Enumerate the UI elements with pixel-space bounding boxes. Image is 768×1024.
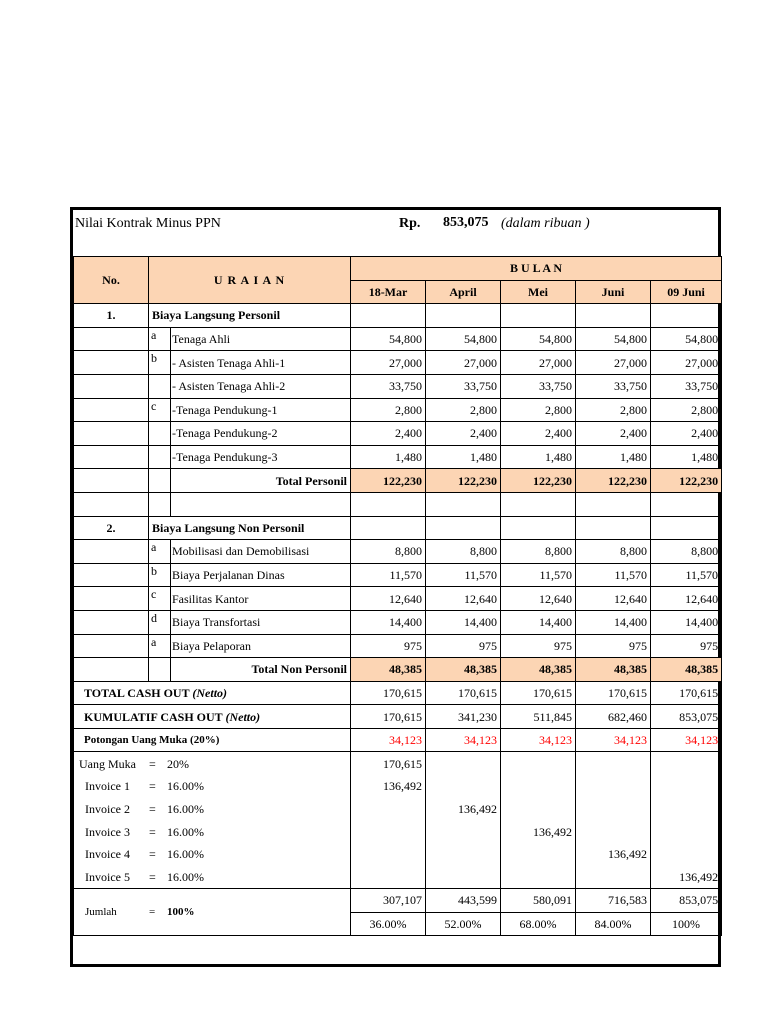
value-cell: 14,400 (651, 610, 722, 634)
value-cell: 14,400 (576, 610, 651, 634)
empty-cell (501, 843, 576, 866)
value-cell: 27,000 (651, 351, 722, 375)
total-value: 48,385 (576, 658, 651, 682)
empty-cell (426, 492, 501, 516)
payment-name: Invoice 3 (85, 824, 130, 839)
value-cell: 34,123 (426, 728, 501, 752)
payment-label (74, 752, 351, 775)
empty-cell (576, 304, 651, 328)
payment-row (74, 820, 722, 843)
jumlah-name: Jumlah (85, 906, 117, 919)
value-cell: 1,480 (576, 445, 651, 469)
empty-cell (426, 516, 501, 540)
kumulatif-row (74, 705, 722, 729)
empty-cell (576, 798, 651, 821)
header-month: 18-Mar (351, 280, 426, 304)
section-title: Biaya Langsung Personil (149, 304, 351, 328)
total-value: 122,230 (351, 469, 426, 493)
empty-cell (576, 775, 651, 798)
value-cell: 8,800 (576, 540, 651, 564)
value-cell: 1,480 (651, 445, 722, 469)
section-number: 1. (74, 304, 149, 328)
payment-percent: 16.00% (167, 847, 204, 862)
value-cell: 170,615 (576, 681, 651, 705)
empty-cell (501, 798, 576, 821)
item-letter: b (149, 563, 171, 587)
value-cell: 170,615 (426, 681, 501, 705)
value-cell: 975 (426, 634, 501, 658)
line-item-row (74, 351, 722, 375)
empty-cell (351, 798, 426, 821)
value-cell: 14,400 (501, 610, 576, 634)
value-cell: 2,800 (576, 398, 651, 422)
value-cell: 52.00% (426, 912, 501, 936)
kumulatif-row-label (74, 705, 351, 729)
total-value: 122,230 (576, 469, 651, 493)
value-cell: 170,615 (351, 681, 426, 705)
empty-cell (501, 516, 576, 540)
item-label: -Tenaga Pendukung-1 (171, 398, 351, 422)
value-cell: 2,800 (351, 398, 426, 422)
value-cell: 11,570 (426, 563, 501, 587)
item-label: -Tenaga Pendukung-2 (171, 422, 351, 446)
item-letter: a (149, 540, 171, 564)
total-value: 122,230 (426, 469, 501, 493)
header-row-1 (74, 257, 722, 281)
value-cell: 716,583 (576, 889, 651, 913)
empty-cell (651, 843, 722, 866)
equals-sign: = (149, 824, 156, 839)
payment-value: 136,492 (576, 843, 651, 866)
value-cell: 33,750 (426, 374, 501, 398)
item-letter: d (149, 610, 171, 634)
equals-sign: = (149, 869, 156, 884)
value-cell: 1,480 (351, 445, 426, 469)
line-item-row (74, 374, 722, 398)
value-cell: 975 (351, 634, 426, 658)
summary-label-text: TOTAL CASH OUT (84, 685, 190, 700)
value-cell: 8,800 (501, 540, 576, 564)
contract-value: 853,075 (443, 215, 489, 230)
line-item-row (74, 610, 722, 634)
total-label: Total Non Personil (171, 658, 351, 682)
value-cell: 84.00% (576, 912, 651, 936)
equals-sign: = (149, 906, 156, 919)
empty-cell (501, 492, 576, 516)
value-cell: 170,615 (651, 681, 722, 705)
value-cell: 8,800 (426, 540, 501, 564)
value-cell: 11,570 (651, 563, 722, 587)
payment-label (74, 820, 351, 843)
item-letter: a (149, 327, 171, 351)
value-cell: 580,091 (501, 889, 576, 913)
payment-name: Invoice 4 (85, 847, 130, 862)
empty-cell (426, 752, 501, 775)
value-cell: 33,750 (501, 374, 576, 398)
empty-cell (501, 865, 576, 888)
empty-cell (74, 445, 149, 469)
item-label: -Tenaga Pendukung-3 (171, 445, 351, 469)
payment-row (74, 843, 722, 866)
item-label: Biaya Perjalanan Dinas (171, 563, 351, 587)
item-label: Tenaga Ahli (171, 327, 351, 351)
empty-cell (351, 304, 426, 328)
empty-cell (426, 843, 501, 866)
cash-flow-sheet (70, 207, 721, 967)
jumlah-label (74, 889, 351, 936)
section-number: 2. (74, 516, 149, 540)
value-cell: 34,123 (576, 728, 651, 752)
empty-cell (426, 775, 501, 798)
line-item-row (74, 445, 722, 469)
unit-note: (dalam ribuan ) (501, 216, 590, 231)
total-cash-out-row (74, 681, 722, 705)
header-month: Mei (501, 280, 576, 304)
value-cell: 27,000 (501, 351, 576, 375)
value-cell: 100% (651, 912, 722, 936)
payment-percent: 16.00% (167, 801, 204, 816)
potongan-row (74, 728, 722, 752)
value-cell: 54,800 (576, 327, 651, 351)
value-cell: 12,640 (351, 587, 426, 611)
value-cell: 27,000 (576, 351, 651, 375)
value-cell: 2,800 (426, 398, 501, 422)
value-cell: 2,800 (651, 398, 722, 422)
payment-name: Invoice 1 (85, 779, 130, 794)
empty-cell (651, 516, 722, 540)
item-label: Fasilitas Kantor (171, 587, 351, 611)
item-letter: c (149, 587, 171, 611)
value-cell: 853,075 (651, 889, 722, 913)
total-value: 48,385 (351, 658, 426, 682)
empty-cell (351, 843, 426, 866)
value-cell: 11,570 (501, 563, 576, 587)
value-cell: 170,615 (351, 705, 426, 729)
payment-value: 136,492 (426, 798, 501, 821)
value-cell: 12,640 (426, 587, 501, 611)
value-cell: 11,570 (351, 563, 426, 587)
payment-label (74, 775, 351, 798)
empty-cell (74, 492, 149, 516)
value-cell: 1,480 (501, 445, 576, 469)
empty-cell (651, 775, 722, 798)
total-row (74, 658, 722, 682)
jumlah-percent: 100% (167, 906, 195, 919)
empty-cell (651, 752, 722, 775)
value-cell: 2,400 (426, 422, 501, 446)
summary-label-text: Potongan Uang Muka (20%) (84, 734, 220, 747)
value-cell: 8,800 (351, 540, 426, 564)
item-label: - Asisten Tenaga Ahli-1 (171, 351, 351, 375)
empty-cell (74, 327, 149, 351)
value-cell: 54,800 (426, 327, 501, 351)
netto-label: (Netto) (225, 709, 261, 724)
empty-cell (576, 516, 651, 540)
item-letter: c (149, 398, 171, 422)
empty-cell (149, 658, 171, 682)
equals-sign: = (149, 801, 156, 816)
empty-cell (74, 610, 149, 634)
payment-label (74, 843, 351, 866)
title-row (73, 210, 718, 258)
value-cell: 853,075 (651, 705, 722, 729)
cash-flow-table (73, 256, 722, 936)
total-value: 122,230 (501, 469, 576, 493)
contract-label: Nilai Kontrak Minus PPN (75, 216, 221, 231)
header-uraian: U R A I A N (149, 257, 351, 304)
empty-cell (426, 820, 501, 843)
empty-cell (74, 658, 149, 682)
item-letter (149, 374, 171, 398)
equals-sign: = (149, 779, 156, 794)
empty-cell (149, 469, 171, 493)
equals-sign: = (149, 756, 156, 771)
total-cash-out-row-label (74, 681, 351, 705)
empty-cell (74, 563, 149, 587)
item-label: Biaya Pelaporan (171, 634, 351, 658)
value-cell: 36.00% (351, 912, 426, 936)
empty-cell (74, 587, 149, 611)
payment-value: 136,492 (351, 775, 426, 798)
item-letter: a (149, 634, 171, 658)
empty-cell (426, 304, 501, 328)
payment-percent: 20% (167, 756, 189, 771)
empty-cell (351, 820, 426, 843)
value-cell: 54,800 (501, 327, 576, 351)
total-value: 122,230 (651, 469, 722, 493)
value-cell: 14,400 (426, 610, 501, 634)
payment-row (74, 865, 722, 888)
item-letter: b (149, 351, 171, 375)
item-label: - Asisten Tenaga Ahli-2 (171, 374, 351, 398)
payment-value: 170,615 (351, 752, 426, 775)
payment-name: Invoice 2 (85, 801, 130, 816)
section-title-row (74, 304, 722, 328)
empty-cell (351, 865, 426, 888)
empty-cell (426, 865, 501, 888)
value-cell: 27,000 (351, 351, 426, 375)
empty-cell (74, 634, 149, 658)
empty-cell (576, 492, 651, 516)
netto-label: (Netto) (192, 685, 228, 700)
value-cell: 975 (501, 634, 576, 658)
value-cell: 975 (651, 634, 722, 658)
item-letter (149, 445, 171, 469)
total-value: 48,385 (501, 658, 576, 682)
total-row (74, 469, 722, 493)
value-cell: 33,750 (351, 374, 426, 398)
value-cell: 8,800 (651, 540, 722, 564)
total-label: Total Personil (171, 469, 351, 493)
header-bulan: B U L A N (351, 257, 722, 281)
value-cell: 12,640 (651, 587, 722, 611)
empty-cell (501, 304, 576, 328)
empty-cell (651, 304, 722, 328)
line-item-row (74, 327, 722, 351)
potongan-row-label (74, 728, 351, 752)
payment-name: Invoice 5 (85, 869, 130, 884)
empty-cell (74, 469, 149, 493)
line-item-row (74, 540, 722, 564)
value-cell: 12,640 (576, 587, 651, 611)
value-cell: 2,800 (501, 398, 576, 422)
payment-row (74, 798, 722, 821)
value-cell: 68.00% (501, 912, 576, 936)
payment-row (74, 775, 722, 798)
header-month: 09 Juni (651, 280, 722, 304)
total-value: 48,385 (651, 658, 722, 682)
empty-cell (576, 752, 651, 775)
value-cell: 2,400 (576, 422, 651, 446)
empty-cell (501, 775, 576, 798)
empty-cell (74, 374, 149, 398)
empty-cell (351, 516, 426, 540)
empty-cell (651, 798, 722, 821)
item-letter (149, 422, 171, 446)
empty-cell (501, 752, 576, 775)
empty-cell (149, 492, 171, 516)
section-title: Biaya Langsung Non Personil (149, 516, 351, 540)
empty-cell (651, 820, 722, 843)
payment-percent: 16.00% (167, 824, 204, 839)
value-cell: 33,750 (651, 374, 722, 398)
value-cell: 33,750 (576, 374, 651, 398)
header-month: April (426, 280, 501, 304)
empty-cell (651, 492, 722, 516)
item-label: Biaya Transfortasi (171, 610, 351, 634)
payment-percent: 16.00% (167, 779, 204, 794)
jumlah-row (74, 889, 722, 913)
value-cell: 307,107 (351, 889, 426, 913)
empty-cell (171, 492, 351, 516)
value-cell: 54,800 (351, 327, 426, 351)
empty-cell (74, 398, 149, 422)
value-cell: 34,123 (351, 728, 426, 752)
value-cell: 2,400 (501, 422, 576, 446)
item-label: Mobilisasi dan Demobilisasi (171, 540, 351, 564)
value-cell: 34,123 (501, 728, 576, 752)
equals-sign: = (149, 847, 156, 862)
value-cell: 1,480 (426, 445, 501, 469)
currency-label: Rp. (399, 216, 421, 231)
line-item-row (74, 563, 722, 587)
payment-label (74, 798, 351, 821)
line-item-row (74, 398, 722, 422)
value-cell: 682,460 (576, 705, 651, 729)
empty-cell (74, 422, 149, 446)
payment-percent: 16.00% (167, 869, 204, 884)
header-no: No. (74, 257, 149, 304)
empty-cell (576, 865, 651, 888)
empty-cell (576, 820, 651, 843)
payment-row (74, 752, 722, 775)
value-cell: 11,570 (576, 563, 651, 587)
value-cell: 170,615 (501, 681, 576, 705)
value-cell: 443,599 (426, 889, 501, 913)
line-item-row (74, 422, 722, 446)
header-month: Juni (576, 280, 651, 304)
payment-value: 136,492 (501, 820, 576, 843)
value-cell: 54,800 (651, 327, 722, 351)
value-cell: 975 (576, 634, 651, 658)
line-item-row (74, 587, 722, 611)
payment-label (74, 865, 351, 888)
summary-label-text: KUMULATIF CASH OUT (84, 709, 223, 724)
empty-cell (74, 540, 149, 564)
line-item-row (74, 634, 722, 658)
value-cell: 14,400 (351, 610, 426, 634)
value-cell: 341,230 (426, 705, 501, 729)
value-cell: 27,000 (426, 351, 501, 375)
payment-name: Uang Muka (79, 756, 136, 771)
value-cell: 2,400 (351, 422, 426, 446)
value-cell: 12,640 (501, 587, 576, 611)
section-title-row (74, 516, 722, 540)
empty-cell (74, 351, 149, 375)
spacer-row (74, 492, 722, 516)
total-value: 48,385 (426, 658, 501, 682)
value-cell: 511,845 (501, 705, 576, 729)
empty-cell (351, 492, 426, 516)
payment-value: 136,492 (651, 865, 722, 888)
value-cell: 2,400 (651, 422, 722, 446)
value-cell: 34,123 (651, 728, 722, 752)
